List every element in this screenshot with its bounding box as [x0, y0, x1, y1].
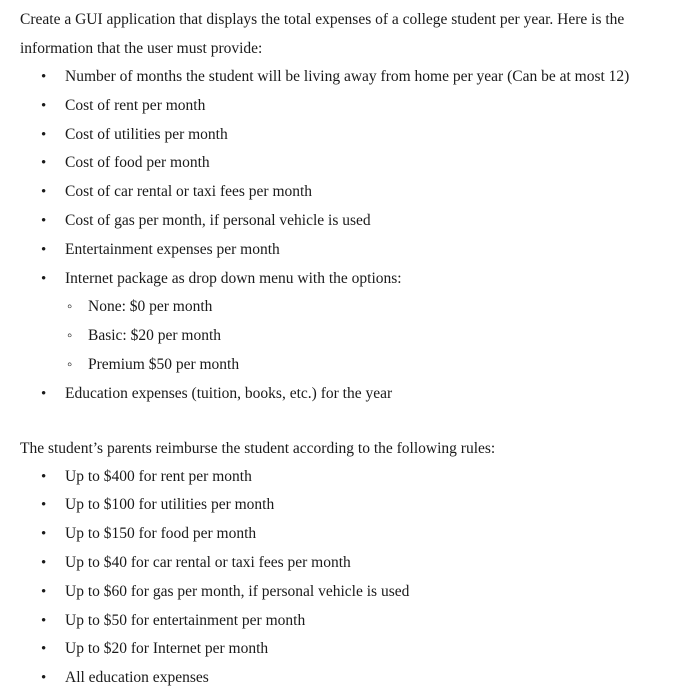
intro-paragraph [20, 0, 680, 63]
education-list [20, 380, 680, 409]
sub-list-item: ◦ Basic: $20 per month [20, 322, 680, 351]
document-page [20, 0, 680, 693]
list-item: • Up to $400 for rent per month [20, 463, 680, 492]
list-item: • Cost of gas per month, if personal vehicle is used [20, 207, 680, 236]
list-item: • Entertainment expenses per month [20, 236, 680, 265]
required-inputs-list [20, 63, 680, 293]
list-item: • Number of months the student will be living away from home per year (Can be at most 12) [20, 63, 680, 92]
list-item: • Internet package as drop down menu with the options: [20, 265, 680, 294]
internet-options-list [20, 293, 680, 379]
list-item: • All education expenses [20, 664, 680, 693]
list-item: • Cost of rent per month [20, 92, 680, 121]
sub-list-item: ◦ None: $0 per month [20, 293, 680, 322]
list-item: • Education expenses (tuition, books, etc.) for the year [20, 380, 680, 409]
sub-list-item: ◦ Premium $50 per month [20, 351, 680, 380]
reimburse-rules-list [20, 463, 680, 693]
list-item: • Up to $100 for utilities per month [20, 491, 680, 520]
list-item: • Up to $40 for car rental or taxi fees per month [20, 549, 680, 578]
reimburse-heading: The student’s parents reimburse the student according to the following rules: [20, 439, 496, 457]
list-item: • Up to $20 for Internet per month [20, 635, 680, 664]
intro-line-2: information that the user must provide: [20, 39, 263, 57]
list-item: • Cost of utilities per month [20, 121, 680, 150]
list-item: • Cost of food per month [20, 149, 680, 178]
list-item: • Up to $50 for entertainment per month [20, 607, 680, 636]
list-item: • Cost of car rental or taxi fees per month [20, 178, 680, 207]
list-item: • Up to $150 for food per month [20, 520, 680, 549]
list-item: • Up to $60 for gas per month, if personal vehicle is used [20, 578, 680, 607]
intro-line-1: Create a GUI application that displays the total expenses of a college student per year. Here is the [20, 11, 625, 28]
